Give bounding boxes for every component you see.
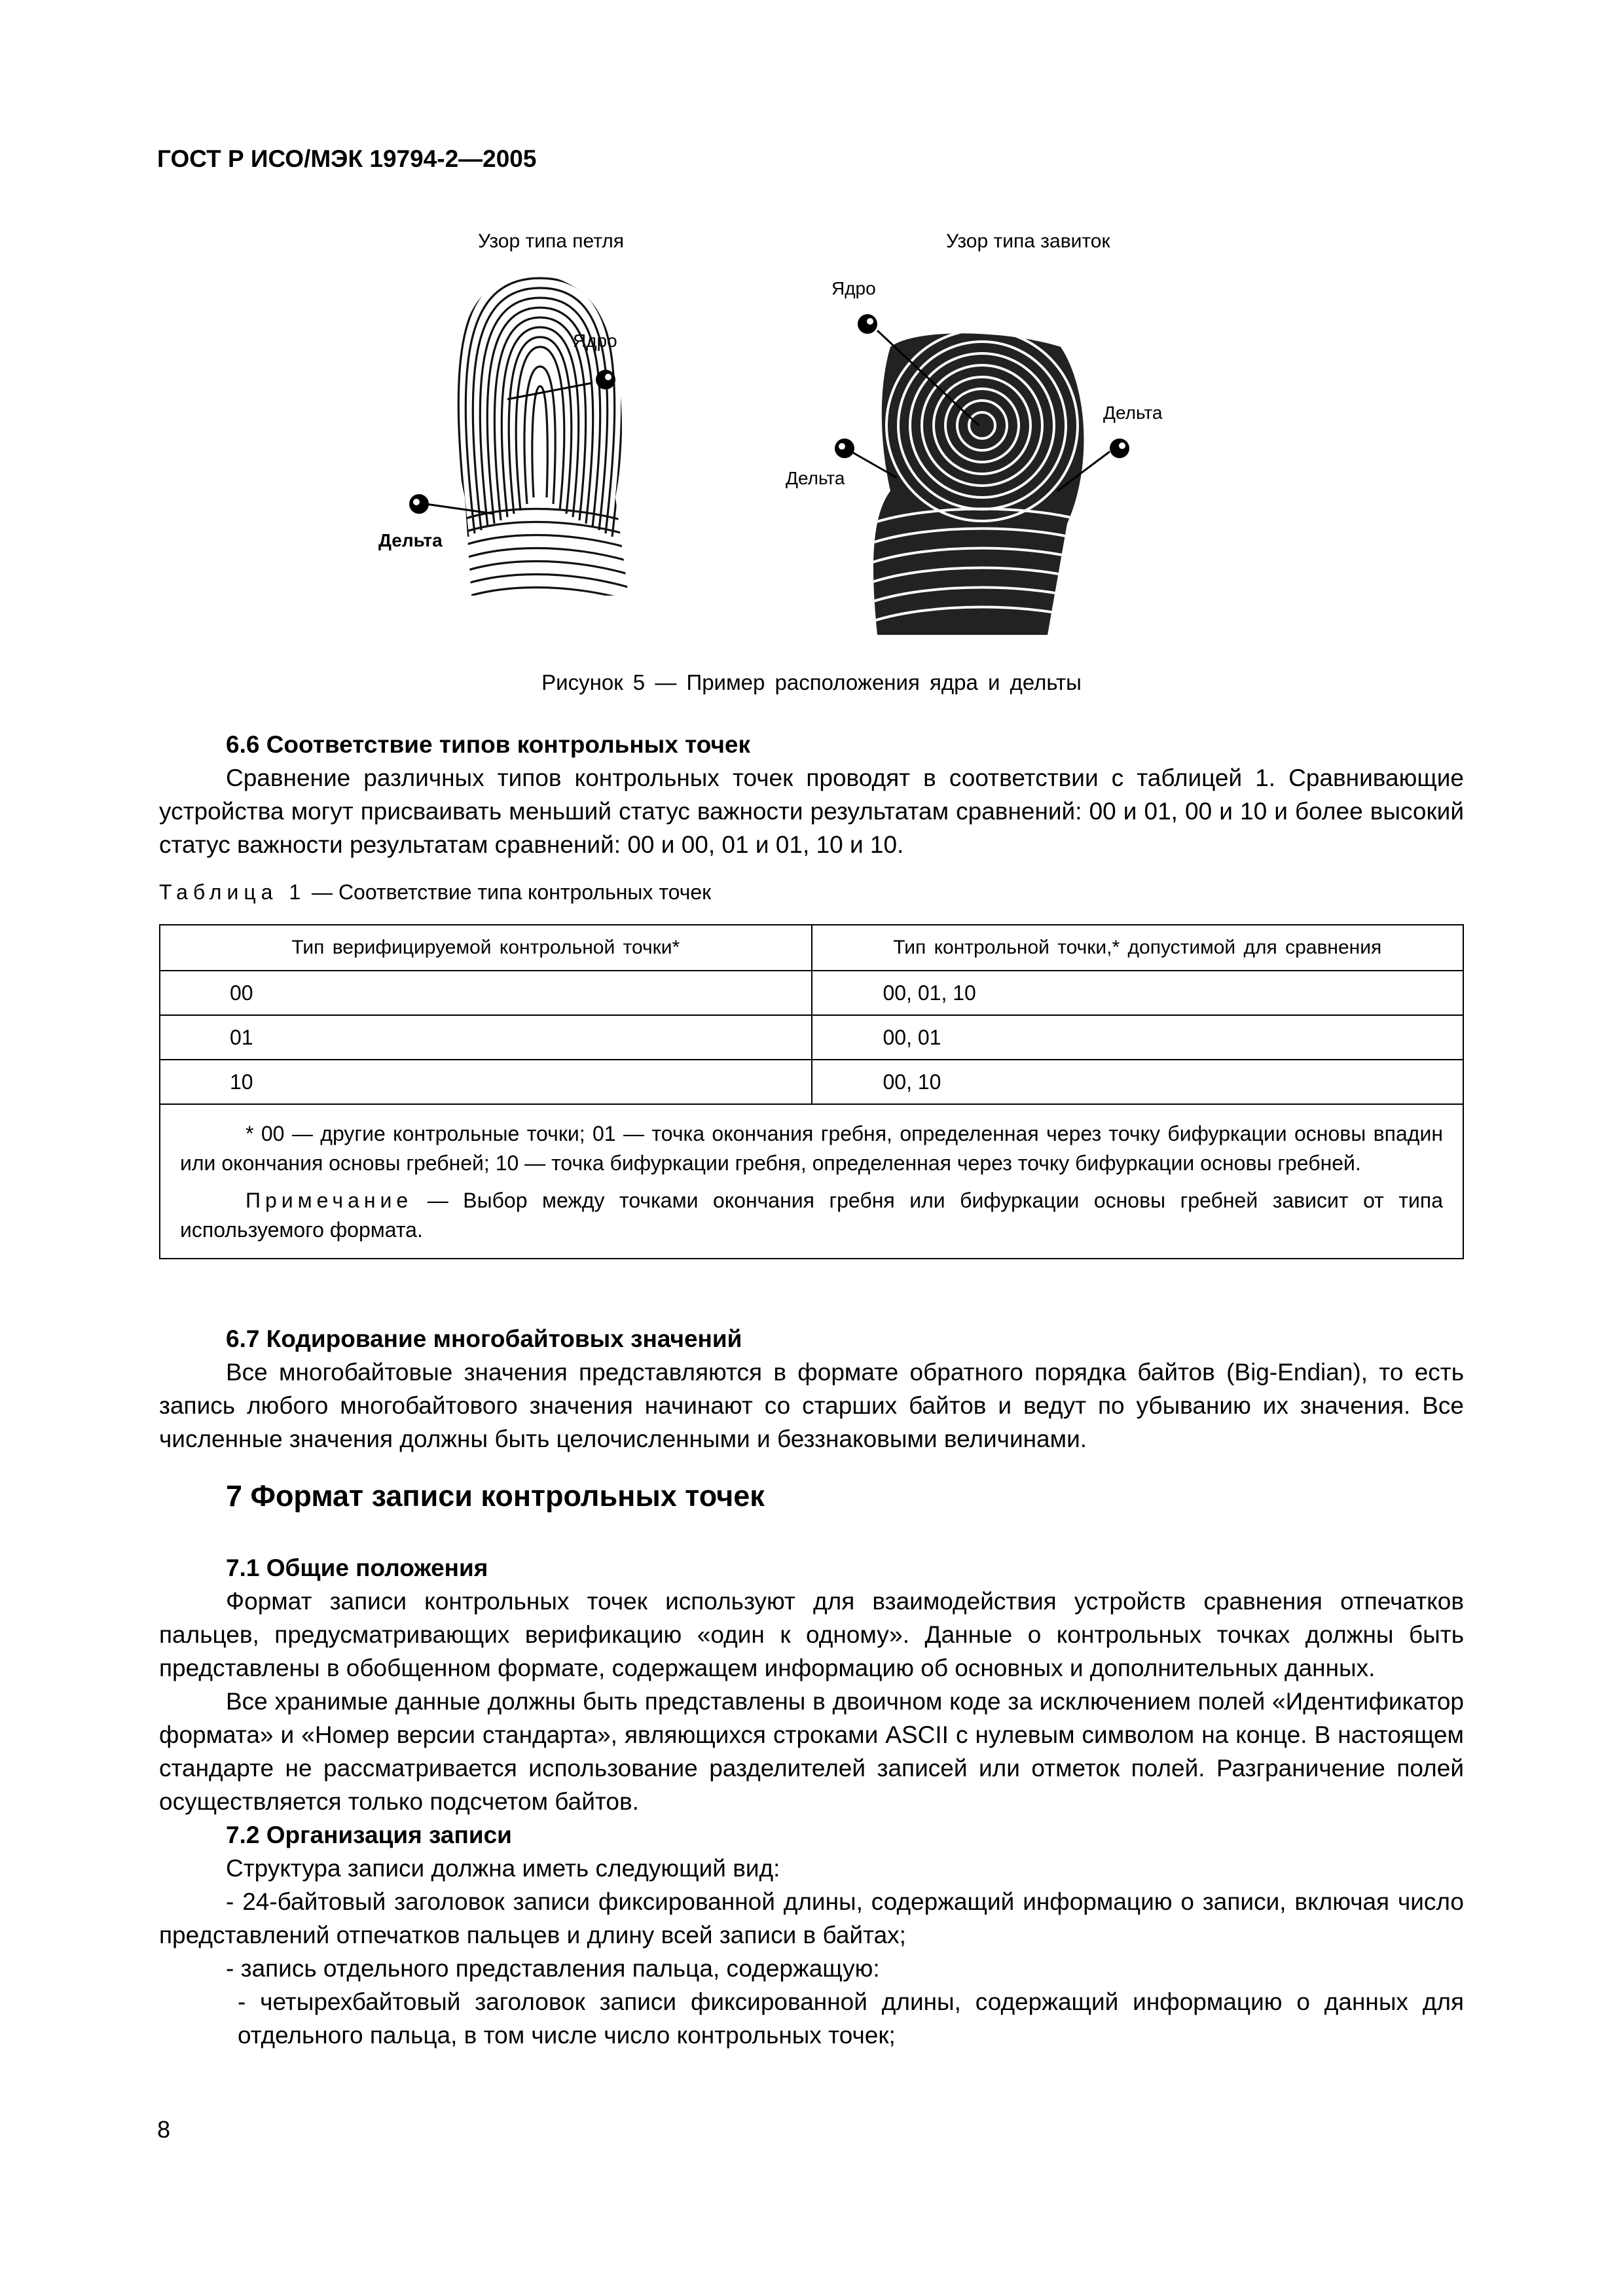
table-cell: 01 (160, 1015, 812, 1060)
section-7-2-item3: - четырехбайтовый заголовок записи фиксированной длины, содержащий информацию о данных для отдельного пальца, в том числе число контрольных точек; (238, 1988, 1464, 2049)
section-7-1 (159, 1551, 1464, 2052)
whorl-delta-left-icon (835, 439, 854, 458)
section-6-6 (159, 728, 1464, 861)
table-cell: 00, 01 (812, 1015, 1464, 1060)
section-6-7-heading: 6.7 Кодирование многобайтовых значений (226, 1325, 742, 1352)
loop-title: Узор типа петля (478, 230, 625, 252)
table-row (160, 1060, 1463, 1104)
section-7-2-heading: 7.2 Организация записи (226, 1821, 512, 1848)
section-7-1-p2: Все хранимые данные должны быть представлены в двоичном коде за исключением полей «Идентификатор формата» и «Номер версии стандарта», являющихся строками ASCII с нулевым символом на конце. В настоящем стандарте не рассматривается использование разделителей записей или отметок полей. Разграничение полей осуществляется только подсчетом байтов. (159, 1688, 1464, 1815)
fingerprint-illustration (354, 216, 1270, 661)
whorl-delta-right-icon (1110, 439, 1129, 458)
loop-core-icon (596, 370, 615, 389)
loop-delta-icon (409, 494, 429, 514)
comparison-table (159, 924, 1464, 1259)
table-title-rest: — Соответствие типа контрольных точек (306, 880, 712, 904)
table-cell: 00, 01, 10 (812, 971, 1464, 1015)
table-note-label: Примечание (246, 1189, 413, 1212)
whorl-core-icon (858, 314, 877, 334)
whorl-fingerprint (864, 321, 1100, 641)
standard-header: ГОСТ Р ИСО/МЭК 19794-2—2005 (157, 145, 537, 172)
table-notes (160, 1104, 1463, 1259)
figure-caption: Рисунок 5 — Пример расположения ядра и дельты (541, 670, 1082, 694)
whorl-delta-right-label: Дельта (1103, 403, 1163, 423)
section-6-6-heading: 6.6 Соответствие типов контрольных точек (226, 731, 751, 758)
table-cell: 00, 10 (812, 1060, 1464, 1104)
table-header-row (160, 925, 1463, 971)
table-note (180, 1186, 1443, 1245)
section-7-1-heading: 7.1 Общие положения (226, 1554, 488, 1581)
whorl-delta-left-label: Дельта (786, 468, 845, 488)
loop-core-label: Ядро (573, 331, 617, 351)
table-cell: 00 (160, 971, 812, 1015)
section-7-2-item1: - 24-байтовый заголовок записи фиксированной длины, содержащий информацию о записи, включая число представлений отпечатков пальцев и длину всей записи в байтах; (159, 1888, 1464, 1948)
figure-5 (354, 216, 1270, 661)
section-7-2-p1: Структура записи должна иметь следующий вид: (226, 1855, 780, 1882)
table-col2-header: Тип контрольной точки,* допустимой для сравнения (812, 925, 1464, 971)
whorl-title: Узор типа завиток (946, 230, 1110, 252)
section-6-7-text: Все многобайтовые значения представляются в формате обратного порядка байтов (Big-Endian), то есть запись любого многобайтового значения начинают со старших байтов и ведут по убыванию их значения. Все численные значения должны быть целочисленными и беззнаковыми величинами. (159, 1359, 1464, 1452)
loop-delta-label: Дельта (378, 530, 443, 550)
table-title (159, 880, 711, 905)
section-7-1-p1: Формат записи контрольных точек используют для взаимодействия устройств сравнения отпечатков пальцев, предусматривающих верификацию «один к одному». Данные о контрольных точках должны быть представлены в обобщенном формате, содержащем информацию об основных и дополнительных данных. (159, 1588, 1464, 1681)
table-notes-row (160, 1104, 1463, 1259)
page-number: 8 (157, 2116, 171, 2143)
table-footnote: * 00 — другие контрольные точки; 01 — точка окончания гребня, определенная через точку бифуркации основы впадин или окончания основы гребней; 10 — точка бифуркации гребня, определенная через точку бифуркации основы гребней. (180, 1122, 1443, 1175)
section-6-7 (159, 1322, 1464, 1456)
table-col1-header: Тип верифицируемой контрольной точки* (160, 925, 812, 971)
section-7-2-item2: - запись отдельного представления пальца, содержащую: (226, 1955, 880, 1982)
section-6-6-text: Сравнение различных типов контрольных точек проводят в соответствии с таблицей 1. Сравнивающие устройства могут присваивать меньший статус важности результатам сравнений: 00 и 01, 00 и 10 и более высокий статус важности результатам сравнений: 00 и 00, 01 и 01, 10 и 10. (159, 764, 1464, 858)
section-7-heading: 7 Формат записи контрольных точек (226, 1479, 765, 1513)
table-note-text: — Выбор между точками окончания гребня или бифуркации основы гребней зависит от типа используемого формата. (180, 1189, 1443, 1242)
table-title-prefix: Таблица 1 (159, 880, 306, 904)
loop-fingerprint (445, 268, 642, 609)
table-row (160, 1015, 1463, 1060)
table-row (160, 971, 1463, 1015)
whorl-core-label: Ядро (831, 278, 876, 298)
table-cell: 10 (160, 1060, 812, 1104)
